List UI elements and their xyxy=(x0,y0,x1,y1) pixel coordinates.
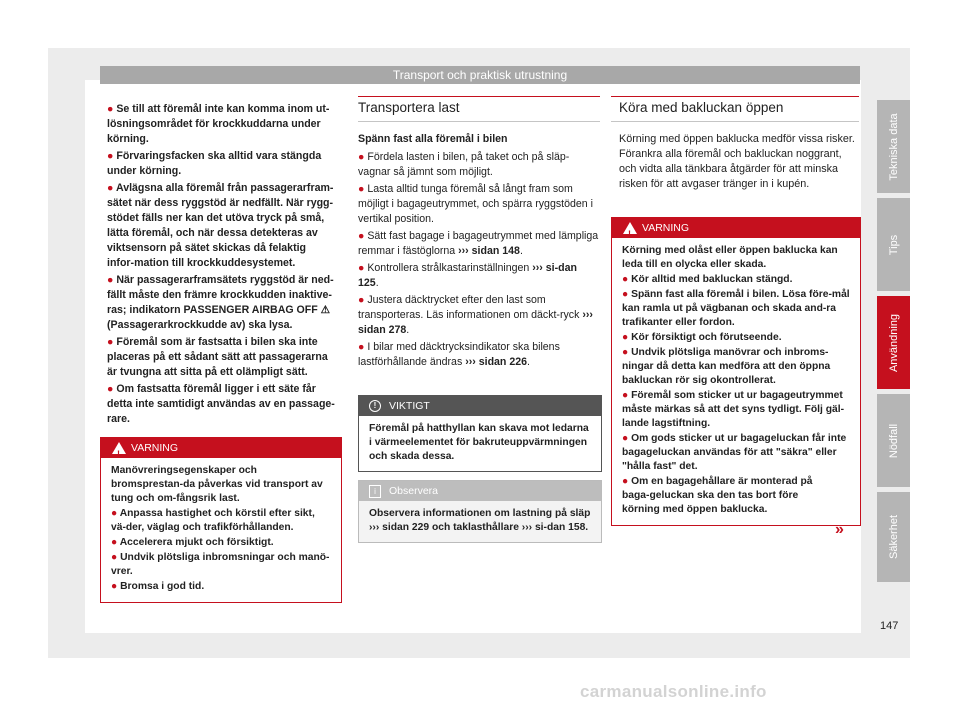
watermark: carmanualsonline.info xyxy=(580,682,767,701)
tab-nodfall[interactable]: Nödfall xyxy=(877,394,910,487)
list-item: ● Bromsa i god tid. xyxy=(111,581,205,592)
list-item: ● Förvaringsfacken ska alltid vara stängda under körning. xyxy=(107,150,322,177)
list-item: ● Fördela lasten i bilen, på taket och på släp-vagnar så jämnt som möjligt. xyxy=(358,151,570,178)
list-item: ● Kör försiktigt och förutseende. xyxy=(622,332,782,343)
page-link[interactable]: ››› si-dan 125 xyxy=(358,262,577,289)
list-item: ● Spänn fast alla föremål i bilen. Lösa före-mål kan ramla ut på vägbanan och skada and-ra trafikanter eller fordon. xyxy=(622,289,850,328)
list-item: ● Föremål som sticker ut ur bagageutrymmet måste märkas så att det syns tydligt. Följ gäl-lande lagstiftning. xyxy=(622,390,845,429)
warning-intro: Manövreringsegenskaper och bromsprestan-da påverkas vid transport av tung och om-fångsrik last. xyxy=(111,465,323,504)
subheading: Spänn fast alla föremål i bilen xyxy=(358,133,508,145)
list-item: ● När passagerarframsätets ryggstöd är ned-fällt måste den främre krockkudden inaktive-ras; indikatorn PASSENGER AIRBAG OFF ⚠ (Passagerarkrockkudde av) ska lysa. xyxy=(107,274,334,331)
tab-tips[interactable]: Tips xyxy=(877,198,910,291)
list-item: ● Om en bagagehållare är monterad på baga-geluckan ska den tas bort före körning med öppen baklucka. xyxy=(622,476,813,515)
list-item: ● Kontrollera strålkastarinställningen ››› si-dan 125. xyxy=(358,262,577,289)
list-item: ● Sätt fast bagage i bagageutrymmet med lämpliga remmar i fästöglorna ››› sidan 148. xyxy=(358,230,599,257)
info-icon: ! xyxy=(369,400,381,412)
list-item: ● Avlägsna alla föremål från passagerarfram-sätet när dess ryggstöd är nedfällt. När rygg-stödet fälls ner kan det utöva tryck på små, lätta föremål, och när dessa detekteras av viktsensorn på sätet skickas då felaktig infor-mation till krockkuddesystemet. xyxy=(107,182,334,269)
note-box xyxy=(358,480,602,543)
page-link[interactable]: ››› sidan 278 xyxy=(358,309,593,336)
warning-header: ! VARNING xyxy=(101,438,341,458)
note-header: i Observera xyxy=(359,481,601,501)
tab-tekniska-data[interactable]: Tekniska data xyxy=(877,100,910,193)
important-header: ! VIKTIGT xyxy=(359,396,601,416)
warning-intro: Körning med olåst eller öppen baklucka kan leda till en olycka eller skada. xyxy=(622,245,838,270)
column-left xyxy=(107,102,335,429)
column-title: Transportera last xyxy=(358,100,460,115)
divider xyxy=(611,96,859,97)
list-item: ● Accelerera mjukt och försiktigt. xyxy=(111,537,274,548)
warning-box xyxy=(100,437,342,603)
section-header: Transport och praktisk utrustning xyxy=(100,66,860,84)
column-right xyxy=(611,100,859,194)
list-item: ● Undvik plötsliga manövrar och inbroms-ningar då detta kan medföra att den öppna bakluckan rör sig okontrollerat. xyxy=(622,347,831,386)
page-link[interactable]: ››› sidan 226 xyxy=(465,356,528,368)
continue-arrow-icon: » xyxy=(835,521,844,538)
warning-icon xyxy=(112,442,126,454)
tab-anvandning[interactable]: Användning xyxy=(877,296,910,389)
list-item: ● Kör alltid med bakluckan stängd. xyxy=(622,274,793,285)
page-link[interactable]: ››› sidan 148 xyxy=(458,245,520,257)
warning-box xyxy=(611,217,861,526)
warning-header: ! VARNING xyxy=(612,218,860,238)
important-text: Föremål på hatthyllan kan skava mot ledarna i värmeelementet för bakruteuppvärmningen och skada dessa. xyxy=(369,423,589,462)
list-item: ● Om gods sticker ut ur bagageluckan får inte bagageluckan användas för att "säkra" eller "hålla fast" det. xyxy=(622,433,847,472)
list-item: ● Lasta alltid tunga föremål så långt fram som möjligt i bagageutrymmet, och spärra ryggstöden i vertikal position. xyxy=(358,183,593,225)
list-item: ● Se till att föremål inte kan komma inom ut-lösningsområdet för krockkuddarna under körning. xyxy=(107,103,330,145)
divider xyxy=(358,121,600,122)
list-item: ● Justera däcktrycket efter den last som transporteras. Läs informationen om däckt-ryck ››› sidan 278. xyxy=(358,294,593,336)
note-text: Observera informationen om lastning på släp ››› sidan 229 och taklasthållare ››› si-dan 158. xyxy=(369,508,591,533)
list-item: ● Undvik plötsliga inbromsningar och manö-vrer. xyxy=(111,552,330,577)
divider xyxy=(611,121,859,122)
list-item: ● I bilar med däcktrycksindikator ska bilens lastförhållande ändras ››› sidan 226. xyxy=(358,341,560,368)
note-icon: i xyxy=(369,485,381,498)
list-item: ● Om fastsatta föremål ligger i ett säte får detta inte samtidigt användas av en passage-rare. xyxy=(107,383,335,425)
divider xyxy=(358,96,600,97)
list-item: ● Anpassa hastighet och körstil efter sikt, vä-der, väglag och trafikförhållanden. xyxy=(111,508,315,533)
important-box xyxy=(358,395,602,472)
page-number: 147 xyxy=(880,620,899,632)
paragraph: Körning med öppen baklucka medför vissa risker. Förankra alla föremål och bakluckan noggrant, och vidta alla tänkbara åtgärder för att minska risken för att avgaser tränger in i kupén. xyxy=(619,133,855,190)
column-middle xyxy=(358,100,600,372)
list-item: ● Föremål som är fastsatta i bilen ska inte placeras på ett sådant sätt att passagerarna är tvungna att sitta på ett olämpligt sätt. xyxy=(107,336,328,378)
tab-sakerhet[interactable]: Säkerhet xyxy=(877,492,910,582)
warning-icon xyxy=(623,222,637,234)
column-title: Köra med bakluckan öppen xyxy=(619,100,784,115)
